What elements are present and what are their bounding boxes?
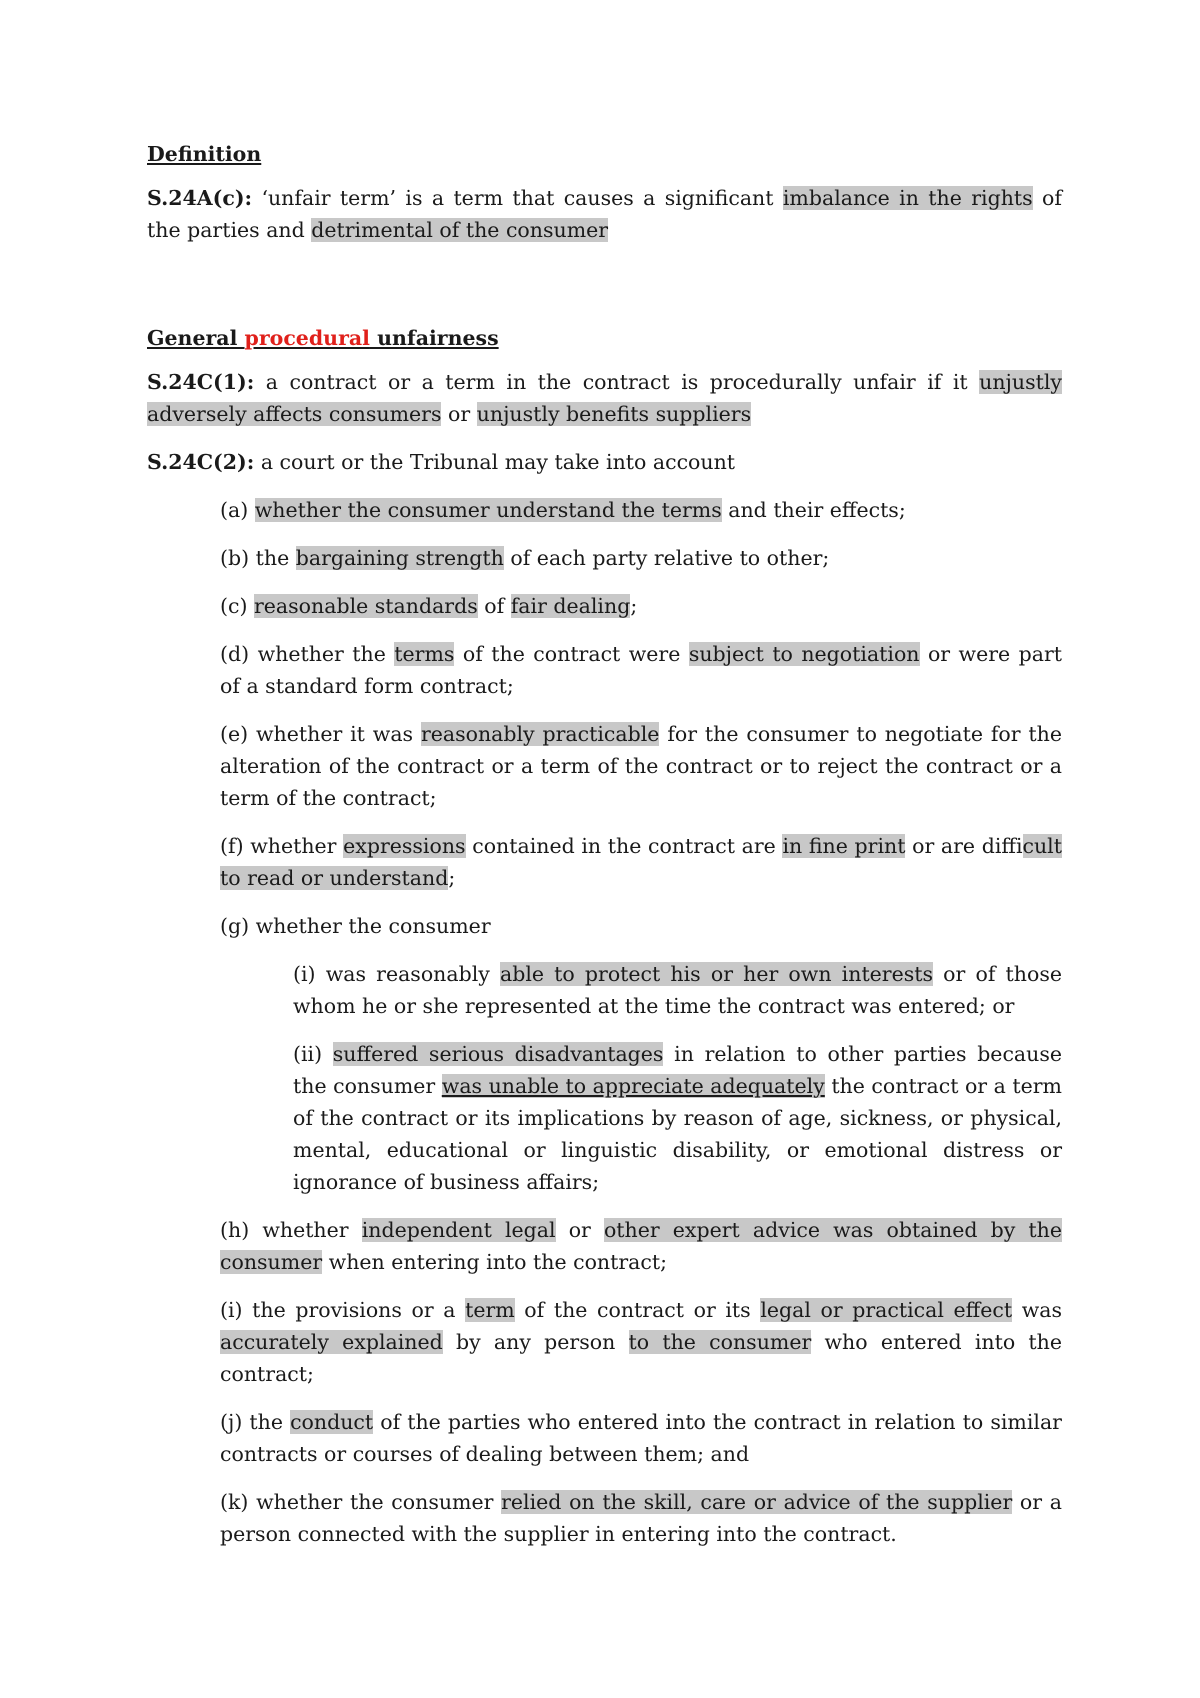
- section-ref: S.24C(2):: [147, 450, 255, 474]
- item-e: (e) whether it was reasonably practicable for the consumer to negotiate for the alteration of the contract or a term of the contract or to reject the contract or a term of the contract;: [220, 722, 1063, 810]
- item-g-ii: (ii) suffered serious disadvantages in relation to other parties because the consumer was unable to appreciate adequately the contract or a term of the contract or its implications by reason of age, sickness, or physical, mental, educational or linguistic disability, or emotional distress or ignorance of business affairs;: [293, 1042, 1063, 1194]
- highlight: reasonably practicable: [420, 722, 660, 746]
- item-h: (h) whether independent legal or other expert advice was obtained by the consumer when entering into the contract;: [220, 1218, 1062, 1274]
- highlight: expressions: [343, 834, 466, 858]
- definition-paragraph: S.24A(c): ‘unfair term’ is a term that causes a significant imbalance in the rights of the parties and detrimental of the consumer: [147, 186, 1062, 242]
- section-ref: S.24A(c):: [147, 186, 253, 210]
- highlight: cult to read or understand: [220, 834, 1062, 890]
- document-page: [147, 138, 1062, 1566]
- item-a: (a) whether the consumer understand the terms and their effects;: [220, 498, 906, 522]
- s24c2-paragraph: S.24C(2): a court or the Tribunal may take into account: [147, 450, 736, 474]
- highlight: in fine print: [782, 834, 906, 858]
- item-k: (k) whether the consumer relied on the skill, care or advice of the supplier or a person connected with the supplier in entering into the contract.: [220, 1490, 1062, 1546]
- s24c1-paragraph: S.24C(1): a contract or a term in the contract is procedurally unfair if it unjustly adversely affects consumers or unjustly benefits suppliers: [147, 370, 1062, 426]
- definition-heading: Definition: [147, 142, 262, 166]
- highlight: fair dealing: [510, 594, 631, 618]
- highlight-underlined: was unable to appreciate adequately: [441, 1074, 825, 1098]
- highlight: bargaining strength: [295, 546, 504, 570]
- procedural-red-word: procedural: [244, 326, 370, 350]
- highlight: other expert advice was obtained by the consumer: [220, 1218, 1062, 1274]
- procedural-heading: General procedural unfairness: [147, 326, 499, 350]
- highlight: relied on the skill, care or advice of the supplier: [501, 1490, 1013, 1514]
- item-j: (j) the conduct of the parties who entered into the contract in relation to similar contracts or courses of dealing between them; and: [220, 1410, 1062, 1466]
- highlight: conduct: [290, 1410, 374, 1434]
- section-ref: S.24C(1):: [147, 370, 255, 394]
- highlight: to the consumer: [628, 1330, 812, 1354]
- item-g: (g) whether the consumer: [220, 914, 491, 938]
- highlight: subject to negotiation: [688, 642, 920, 666]
- highlight: detrimental of the consumer: [311, 218, 609, 242]
- item-f: (f) whether expressions contained in the contract are in fine print or are difficult to read or understand;: [220, 834, 1062, 890]
- highlight: reasonable standards: [254, 594, 478, 618]
- item-g-i: (i) was reasonably able to protect his or her own interests or of those whom he or she represented at the time the contract was entered; or: [293, 962, 1062, 1018]
- highlight: terms: [394, 642, 455, 666]
- highlight: unjustly adversely affects consumers: [147, 370, 1062, 426]
- highlight: suffered serious disadvantages: [332, 1042, 664, 1066]
- highlight: term: [465, 1298, 515, 1322]
- highlight: able to protect his or her own interests: [500, 962, 934, 986]
- highlight: imbalance in the rights: [782, 186, 1033, 210]
- item-b: (b) the bargaining strength of each party relative to other;: [220, 546, 830, 570]
- item-d: (d) whether the terms of the contract were subject to negotiation or were part of a standard form contract;: [220, 642, 1063, 698]
- highlight: unjustly benefits suppliers: [476, 402, 752, 426]
- item-c: (c) reasonable standards of fair dealing;: [220, 594, 638, 618]
- highlight: whether the consumer understand the terms: [254, 498, 722, 522]
- highlight: legal or practical effect: [760, 1298, 1013, 1322]
- highlight: independent legal: [361, 1218, 556, 1242]
- highlight: accurately explained: [220, 1330, 443, 1354]
- item-i: (i) the provisions or a term of the contract or its legal or practical effect was accurately explained by any person to the consumer who entered into the contract;: [220, 1298, 1063, 1386]
